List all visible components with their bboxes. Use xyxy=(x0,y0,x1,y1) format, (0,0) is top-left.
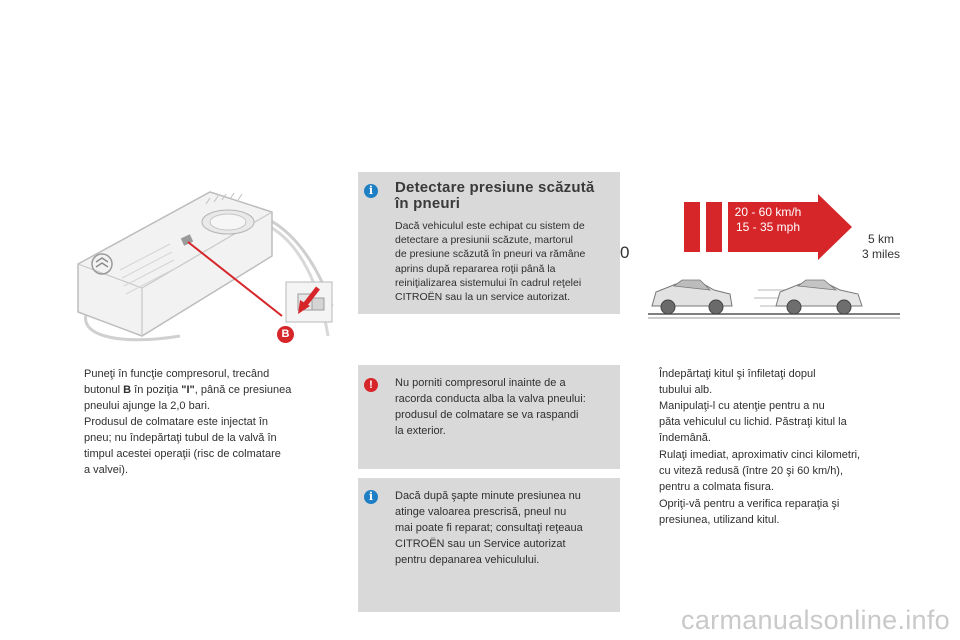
warning-line: produsul de colmatare se va raspandi xyxy=(395,409,579,421)
instruction-line: Produsul de colmatare este injectat în xyxy=(84,416,269,428)
speed-bar xyxy=(706,202,722,252)
button-b-ref: B xyxy=(123,384,132,396)
car-moving-icon xyxy=(776,280,862,314)
warning-box-text xyxy=(395,375,610,439)
instruction-item xyxy=(641,366,911,446)
instruction-line: îndemână. xyxy=(659,432,711,444)
note-line: Dacă după şapte minute presiunea nu xyxy=(395,490,581,502)
warning-line: Nu porniti compresorul inainte de a xyxy=(395,377,566,389)
start-label: 0 xyxy=(620,243,630,262)
instruction-line: timpul acestei operaţii (risc de colmatare xyxy=(84,448,281,460)
instruction-line xyxy=(84,382,356,398)
text-fragment: butonul xyxy=(84,384,124,396)
instruction-line: Manipulaţi-l cu atenţie pentru a nu xyxy=(659,400,825,412)
info-title-line-1: Detectare presiune scăzută xyxy=(395,179,595,196)
text-fragment: , până ce presiunea xyxy=(194,384,292,396)
info-icon: i xyxy=(364,184,378,198)
note-box-text xyxy=(395,488,610,568)
info-box-title xyxy=(395,180,610,212)
instruction-line: Puneţi în funcţie compresorul, trecând xyxy=(84,368,270,380)
distance-labels xyxy=(862,232,900,262)
right-instructions xyxy=(641,366,911,528)
instruction-line: presiunea, utilizand kitul. xyxy=(659,514,780,526)
info-line: detectare a presiunii scăzute, martorul xyxy=(395,234,574,247)
position-i-ref: "I" xyxy=(181,384,195,396)
info-line: CITROËN sau la un service autorizat. xyxy=(395,291,571,304)
compressor-label-text: B xyxy=(281,328,290,340)
info-line: Dacă vehiculul este echipat cu sistem de xyxy=(395,220,585,232)
speed-bar xyxy=(684,202,700,252)
instruction-line: cu viteză redusă (între 20 şi 60 km/h), xyxy=(659,465,844,477)
speed-mph-label: 15 - 35 mph xyxy=(735,220,801,234)
instruction-item xyxy=(641,447,911,495)
note-line: CITROËN sau un Service autorizat xyxy=(395,538,566,550)
instruction-item xyxy=(66,366,356,478)
instruction-line: a valvei). xyxy=(84,464,129,476)
instruction-line: Opriţi-vă pentru a verifica reparaţia şi xyxy=(659,498,840,510)
instruction-line: pneului ajunge la 2,0 bari. xyxy=(84,400,210,412)
info-line: de presiune scăzută în pneuri va rămâne xyxy=(395,248,586,261)
warning-line: racorda conducta alba la valva pneului: xyxy=(395,393,586,405)
instruction-line: tubului alb. xyxy=(659,384,713,396)
note-line: atinge valoarea prescrisă, pneul nu xyxy=(395,506,567,518)
speed-kmh-label: 20 - 60 km/h xyxy=(734,205,802,219)
instruction-line: Îndepărtaţi kitul şi înfiletaţi dopul xyxy=(659,368,816,380)
instruction-line: păta vehiculul cu lichid. Păstraţi kitul la xyxy=(659,416,847,428)
warning-box xyxy=(358,365,620,469)
instruction-line: pentru a colmata fisura. xyxy=(659,481,774,493)
distance-miles-label: 3 miles xyxy=(862,247,901,261)
info-box-text xyxy=(395,219,610,304)
info-title-line-2: în pneuri xyxy=(395,195,461,212)
distance-km-label: 5 km xyxy=(868,232,895,246)
note-line: pentru depanarea vehiculului. xyxy=(395,554,540,566)
note-box xyxy=(358,478,620,612)
instruction-line: pneu; nu îndepărtaţi tubul de la valvă în xyxy=(84,432,277,444)
left-instructions xyxy=(66,366,356,478)
speed-labels xyxy=(728,205,808,235)
info-box-low-pressure xyxy=(358,172,620,314)
compressor-kit-illustration xyxy=(60,186,336,348)
instruction-line: Rulaţi imediat, aproximativ cinci kilometri, xyxy=(659,449,861,461)
info-line: reiniţializarea sistemului în cadrul reţelei xyxy=(395,276,582,289)
warning-line: la exterior. xyxy=(395,425,446,437)
info-line: aprins după repararea roţii până la xyxy=(395,262,556,275)
info-icon: i xyxy=(364,490,378,504)
car-start-icon xyxy=(652,280,732,314)
warning-icon: ! xyxy=(364,378,378,392)
text-fragment: în poziţia xyxy=(131,384,182,396)
watermark: carmanualsonline.info xyxy=(681,605,950,635)
note-line: mai poate fi reparat; consultaţi reţeaua xyxy=(395,522,583,534)
instruction-item xyxy=(641,496,911,528)
compressor-label-b xyxy=(277,326,294,343)
